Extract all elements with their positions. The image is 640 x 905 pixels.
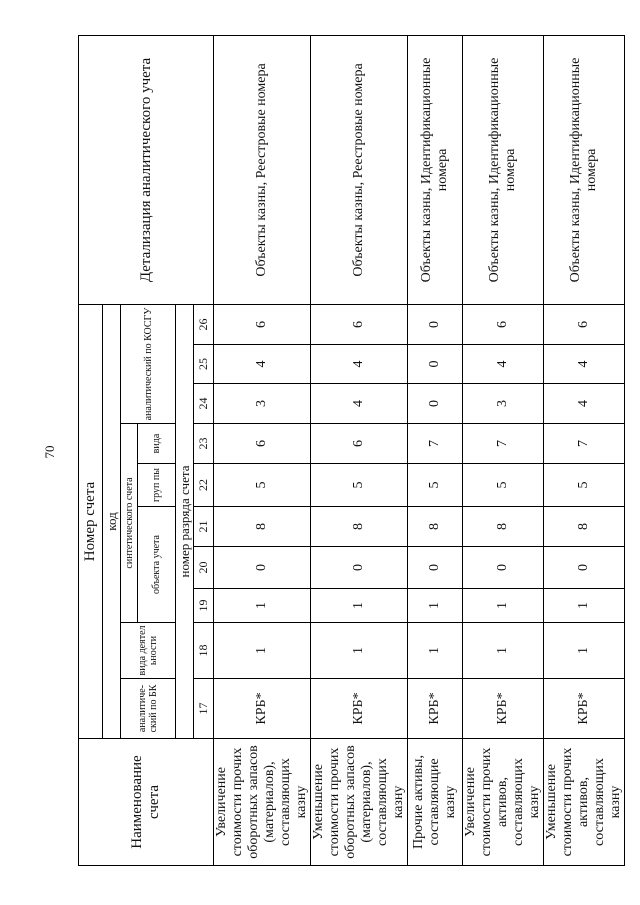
row-digit-19: 1 [311,589,408,623]
digit-24: 24 [194,384,214,424]
header-code: код [103,304,121,738]
row-digit-19: 1 [544,589,625,623]
row-digit-20: 0 [311,547,408,589]
row-digit-19: 1 [408,589,463,623]
row-digit-25: 4 [544,345,625,384]
accounts-table [78,35,625,866]
row-digit-25: 0 [408,345,463,384]
page-number: 70 [42,445,57,459]
row-digit-19: 1 [214,589,311,623]
row-account-name: Увеличение стоимости прочих оборотных запасов (материалов), составляющих казну [214,739,311,866]
digit-18: 18 [194,623,214,679]
row-digit-20: 0 [214,547,311,589]
row-digit-21: 8 [408,507,463,547]
row-digit-26: 6 [463,304,544,344]
row-detail: Объекты казны, Реестровые номера [214,35,311,304]
row-digit-18: 1 [544,623,625,679]
row-digit-25: 4 [214,345,311,384]
row-digit-21: 8 [463,507,544,547]
digit-21: 21 [194,507,214,547]
row-digit-17: КРБ* [214,679,311,739]
row-account-name: Прочие активы, составляющие казну [408,739,463,866]
row-digit-23: 6 [214,424,311,464]
row-digit-20: 0 [463,547,544,589]
row-digit-22: 5 [463,464,544,507]
row-digit-18: 1 [408,623,463,679]
row-digit-23: 6 [311,424,408,464]
table-row [214,35,311,865]
header-detail: Детализация аналитического учета [79,35,214,304]
rotated-table-wrapper [78,36,623,866]
header-group: груп пы [138,464,176,507]
row-digit-18: 1 [214,623,311,679]
row-digit-26: 6 [311,304,408,344]
row-detail: Объекты казны, Идентификационные номера [408,35,463,304]
row-digit-20: 0 [544,547,625,589]
row-digit-24: 4 [311,384,408,424]
row-digit-17: КРБ* [463,679,544,739]
row-digit-24: 0 [408,384,463,424]
row-digit-17: КРБ* [311,679,408,739]
header-account-number: Номер счета [79,304,103,738]
row-digit-17: КРБ* [544,679,625,739]
row-digit-25: 4 [463,345,544,384]
row-digit-22: 5 [214,464,311,507]
header-activity-type: вида деятел ьности [121,623,176,679]
header-kosgu: аналитический по КОСГУ [121,304,176,423]
row-digit-23: 7 [544,424,625,464]
row-digit-25: 4 [311,345,408,384]
row-detail: Объекты казны, Реестровые номера [311,35,408,304]
table-row [544,35,625,865]
header-account-name: Наименование счета [79,739,214,866]
header-digit-number: номер разряда счета [176,304,194,738]
header-kind: вида [138,424,176,464]
row-digit-22: 5 [544,464,625,507]
row-digit-24: 3 [214,384,311,424]
digit-17: 17 [194,679,214,739]
row-digit-22: 5 [311,464,408,507]
digit-20: 20 [194,547,214,589]
row-digit-19: 1 [463,589,544,623]
digit-22: 22 [194,464,214,507]
row-digit-22: 5 [408,464,463,507]
row-detail: Объекты казны, Идентификационные номера [544,35,625,304]
row-digit-21: 8 [311,507,408,547]
digit-26: 26 [194,304,214,344]
row-digit-26: 6 [214,304,311,344]
row-digit-24: 3 [463,384,544,424]
header-account-object: объекта учета [138,507,176,623]
header-analytic-bk: аналитический по БК [121,679,176,739]
row-digit-21: 8 [214,507,311,547]
digit-25: 25 [194,345,214,384]
row-detail: Объекты казны, Идентификационные номера [463,35,544,304]
row-digit-23: 7 [408,424,463,464]
digit-23: 23 [194,424,214,464]
row-digit-24: 4 [544,384,625,424]
row-digit-17: КРБ* [408,679,463,739]
row-digit-26: 0 [408,304,463,344]
header-synthetic: синтетического счета [121,424,138,623]
row-account-name: Уменьшение стоимости прочих активов, составляющих казну [544,739,625,866]
row-digit-21: 8 [544,507,625,547]
row-account-name: Уменьшение стоимости прочих оборотных запасов (материалов), составляющих казну [311,739,408,866]
table-row [463,35,544,865]
digit-19: 19 [194,589,214,623]
row-digit-26: 6 [544,304,625,344]
row-digit-18: 1 [463,623,544,679]
row-digit-23: 7 [463,424,544,464]
table-row [408,35,463,865]
row-digit-20: 0 [408,547,463,589]
row-account-name: Увеличение стоимости прочих активов, составляющих казну [463,739,544,866]
table-row [311,35,408,865]
row-digit-18: 1 [311,623,408,679]
